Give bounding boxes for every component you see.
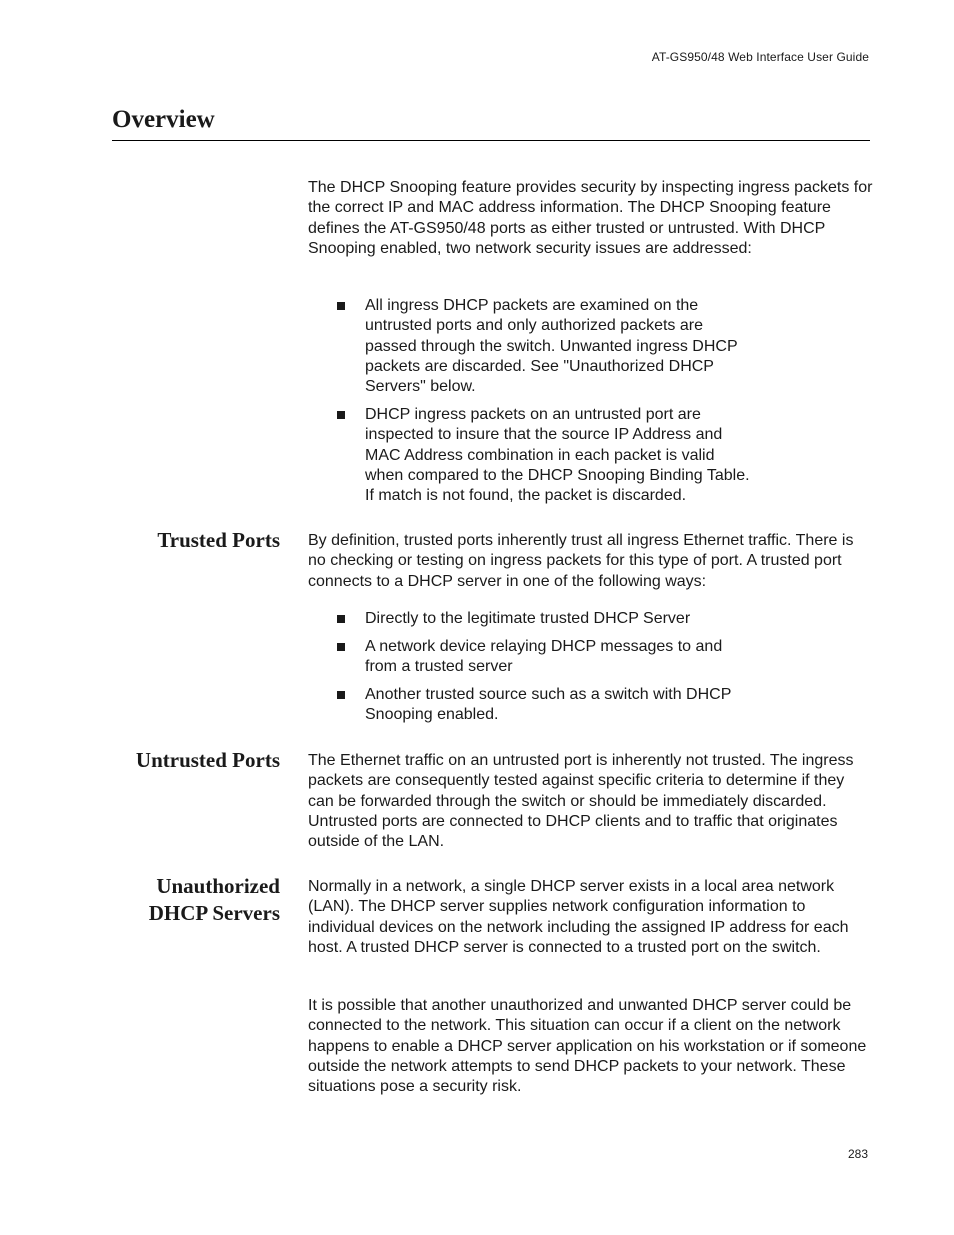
unauthorized-paragraph-1: Normally in a network, a single DHCP server exists in a local area network (LAN). The DHCP server supplies network configuration information to individual devices on the network including the assigned IP address for each host. A trusted DHCP server is connected to a trusted port on the switch. [308,878,849,956]
unauthorized-paragraph-2: It is possible that another unauthorized and unwanted DHCP server could be connected to the network. This situation can occur if a client on the network happens to enable a DHCP server application on his workstation or if someone outside the network attempts to send DHCP packets to your network. These situations pose a security risk. [308,997,867,1096]
unauthorized-dhcp-servers-heading: Unauthorized DHCP Servers [148,874,280,925]
square-bullet-icon [337,643,345,651]
square-bullet-icon [337,615,345,623]
intro-bullet-list [308,296,750,514]
page-title: Overview [112,106,215,133]
list-item: Another trusted source such as a switch with DHCP Snooping enabled. [308,685,731,726]
list-item: All ingress DHCP packets are examined on the untrusted ports and only authorized packets are passed through the switch. Unwanted ingress DHCP packets are discarded. See "Unauthorized DHCP Servers" below. [308,296,750,397]
trusted-ports-heading: Trusted Ports [157,528,280,552]
untrusted-ports-paragraph: The Ethernet traffic on an untrusted port is inherently not trusted. The ingress packets are consequently tested against specific criteria to determine if they can be forwarded through the switch or should be immediately discarded. Untrusted ports are connected to DHCP clients and to traffic that originates outside of the LAN. [308,752,854,851]
page-number: 283 [847,1147,868,1161]
list-item: DHCP ingress packets on an untrusted port are inspected to insure that the source IP Address and MAC Address combination in each packet is valid when compared to the DHCP Snooping Binding Table. If match is not found, the packet is discarded. [308,405,750,506]
list-item: A network device relaying DHCP messages to and from a trusted server [308,637,731,678]
running-header: AT-GS950/48 Web Interface User Guide [651,50,869,64]
square-bullet-icon [337,691,345,699]
title-rule [112,140,870,141]
intro-paragraph: The DHCP Snooping feature provides security by inspecting ingress packets for the correct IP and MAC address information. The DHCP Snooping feature defines the AT-GS950/48 ports as either trusted or untrusted. With DHCP Snooping enabled, two network security issues are addressed: [308,179,873,257]
trusted-ports-paragraph: By definition, trusted ports inherently trust all ingress Ethernet traffic. There is no checking or testing on ingress packets for this type of port. A trusted port connects to a DHCP server in one of the following ways: [308,532,854,590]
square-bullet-icon [337,302,345,310]
untrusted-ports-heading: Untrusted Ports [135,748,280,772]
square-bullet-icon [337,411,345,419]
list-item: Directly to the legitimate trusted DHCP Server [308,609,731,629]
trusted-ports-bullet-list [308,609,731,733]
